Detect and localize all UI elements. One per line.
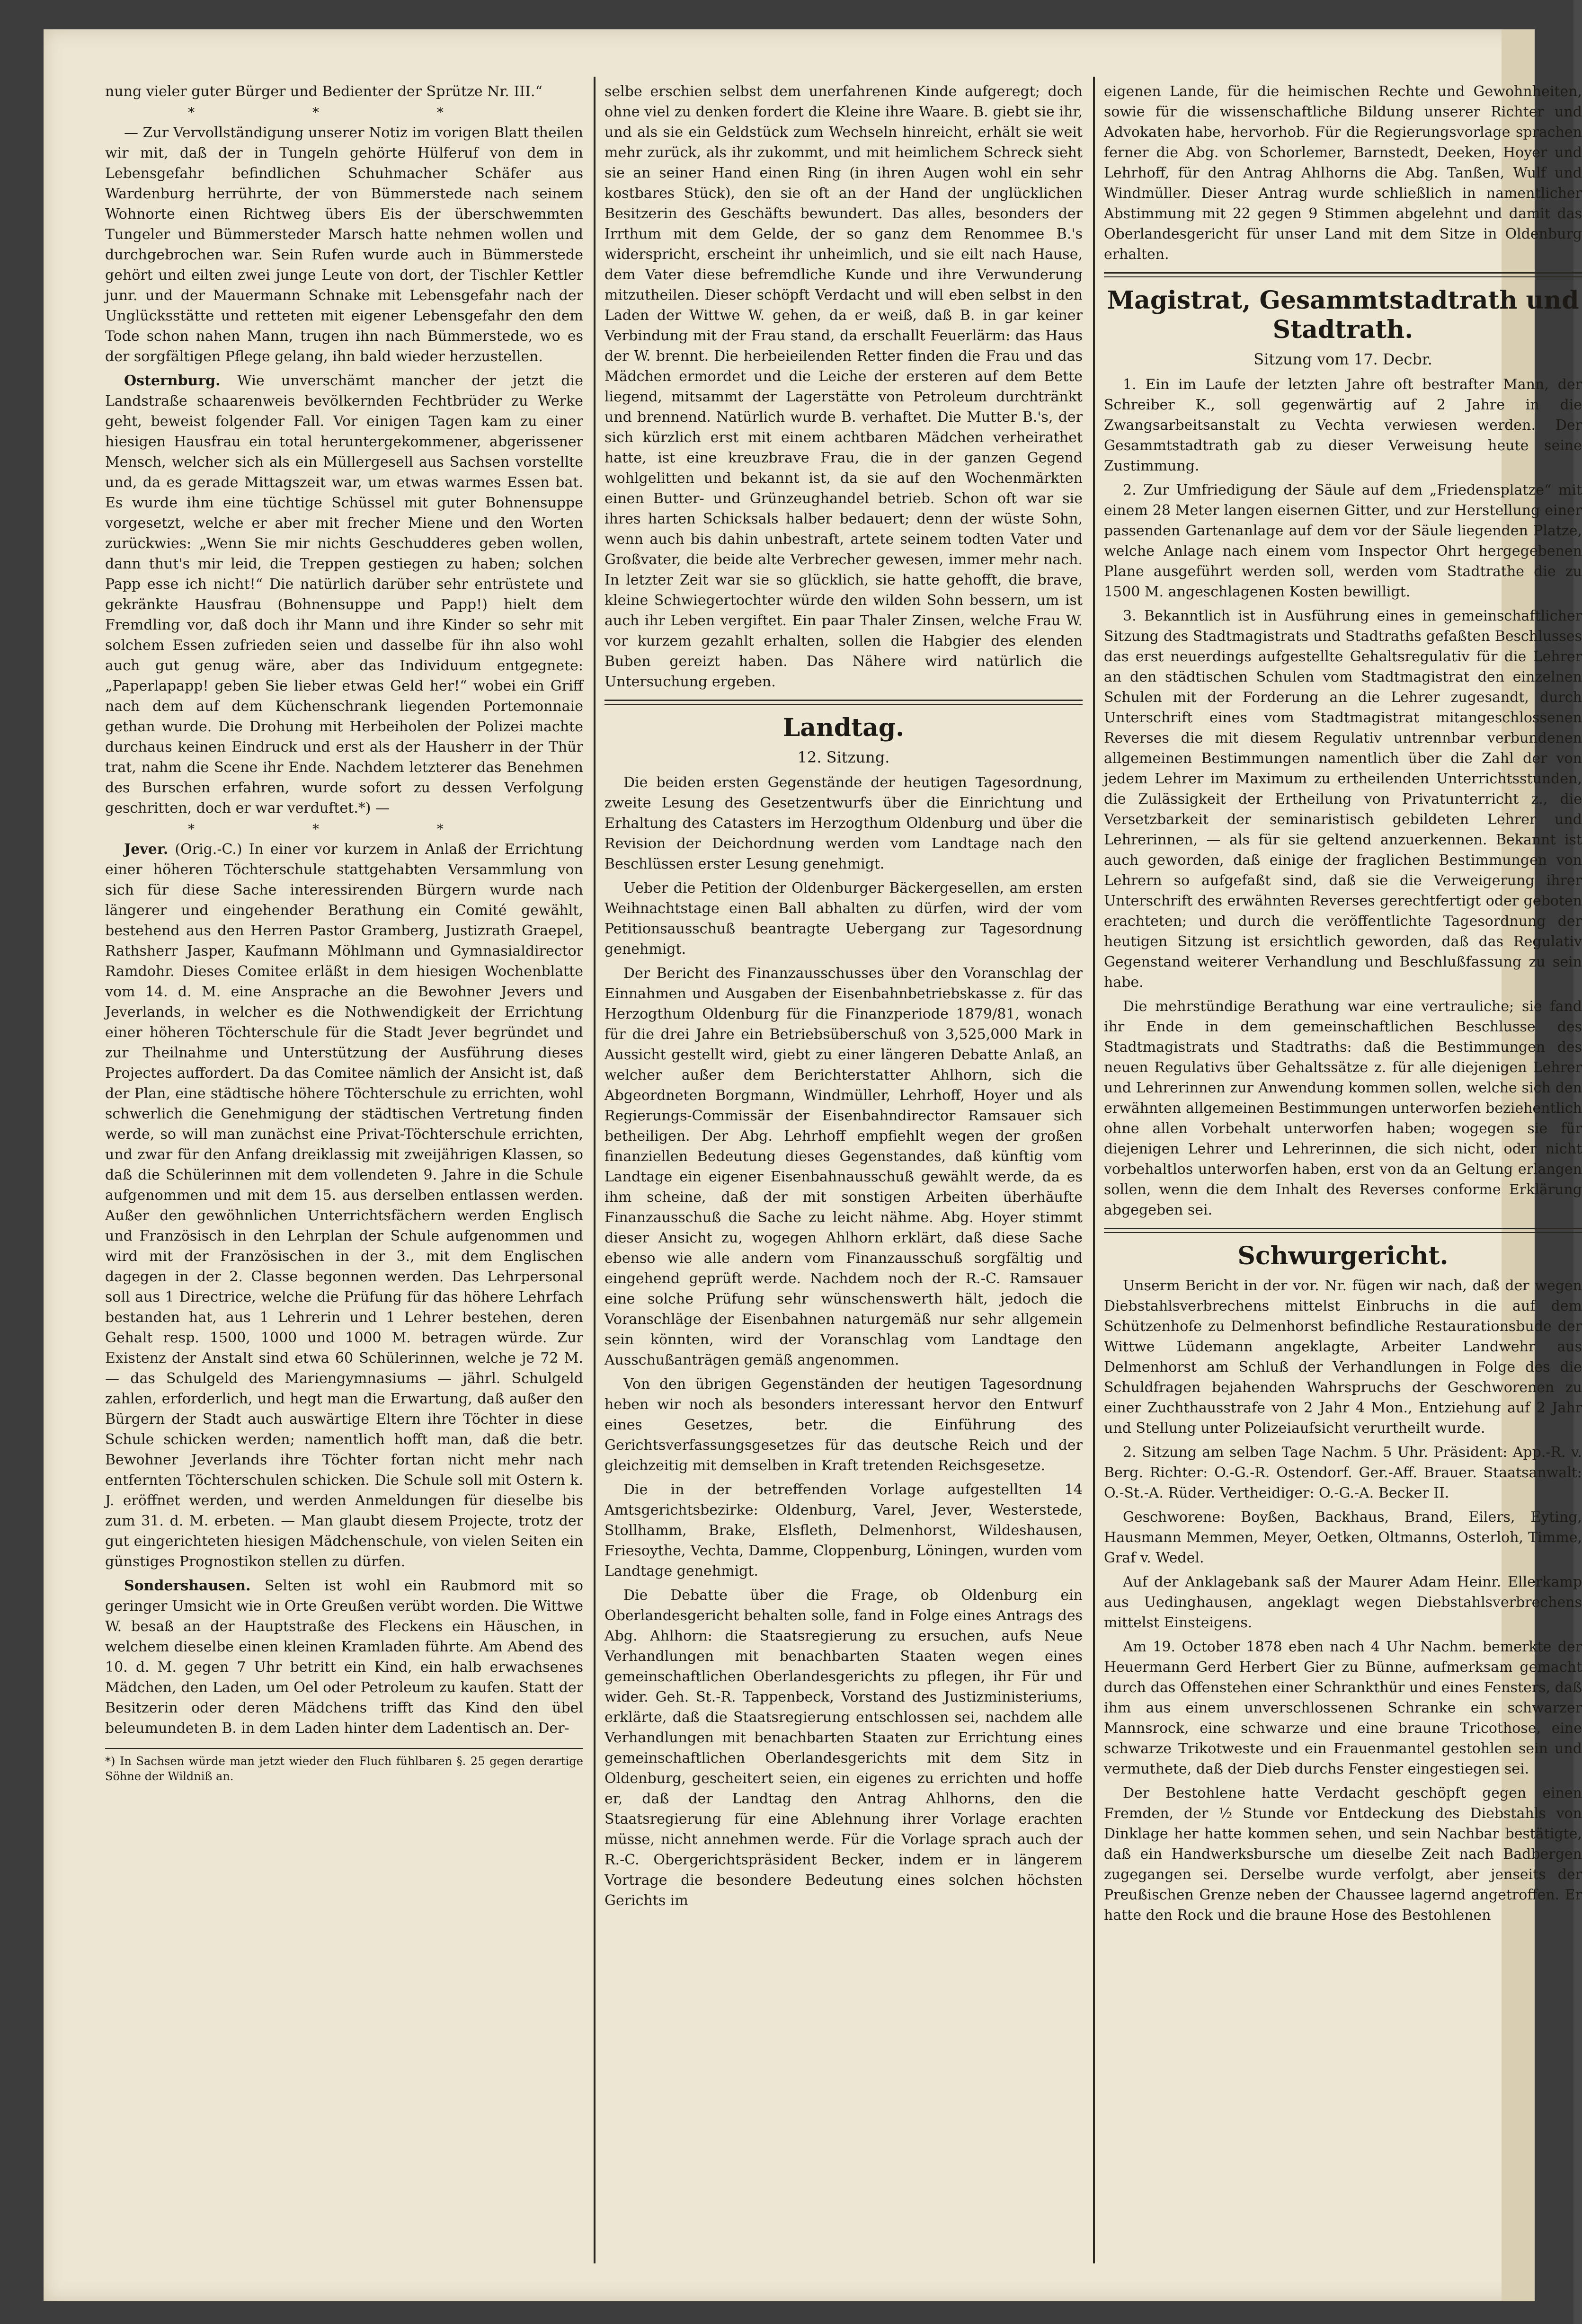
section-rule <box>604 700 1083 705</box>
article-text: nung vieler guter Bürger und Bedienter der Sprütze Nr. III.“ <box>105 83 542 100</box>
newspaper-page <box>44 29 1582 2301</box>
article-text: (Orig.-C.) In einer vor kurzem in Anlaß der Errichtung einer höheren Töchterschule stattgehabten Versammlung von sich für diese Sache interessirenden Bürgern wurde nach längerer und eingehender Berathung ein Comité gewählt, bestehend aus den Herren Pastor Gramberg, Justizrath Graepel, Rathsherr Jasper, Kaufmann Möhlmann und Gymnasialdirector Ramdohr. Dieses Comitee erläßt in dem hiesigen Wochenblatte vom 14. d. M. eine Ansprache an die Bewohner Jevers und Jeverlands, in welcher es die Nothwendigkeit der Errichtung einer höheren Töchterschule für die Stadt Jever begründet und zur Theilnahme und Unterstützung der Ausführung dieses Projectes auffordert. Da das Comitee nämlich der Ansicht ist, daß der Plan, eine städtische höhere Töchterschule zu errichten, wohl schwerlich die Genehmigung der städtischen Vertretung finden werde, so will man zunächst eine Privat-Töchterschule errichten, und zwar für den Anfang dreiklassig mit zweijährigen Klassen, so daß die Schülerinnen mit dem vollendeten 9. Jahre in die Schule aufgenommen und mit dem 15. aus derselben entlassen werden. Außer den gewöhnlichen Unterrichtsfächern werden Englisch und Französisch in den Lehrplan der Schule aufgenommen und wird mit der Französischen in der 3., mit dem Englischen dagegen in der 2. Classe begonnen werden. Das Lehrpersonal soll aus 1 Directrice, welche die Prüfung für das höhere Lehrfach bestanden hat, aus 1 Lehrerin und 1 Lehrer bestehen, deren Gehalt resp. 1500, 1000 und 1000 M. betragen würde. Zur Existenz der Anstalt sind etwa 60 Schülerinnen, welche je 72 M. — das Schulgeld des Mariengymnasiums — jährl. Schulgeld zahlen, erforderlich, und hegt man die Erwartung, daß außer den Bürgern der Stadt auch auswärtige Eltern ihre Töchter in diese Schule schicken werden; namentlich hofft man, daß die betr. Bewohner Jeverlands ihre Töchter fortan nicht mehr nach entfernten Töchterschulen schicken. Die Schule soll mit Ostern k. J. eröffnet werden, und werden Anmeldungen für dieselbe bis zum 31. d. M. erbeten. — Man glaubt diesem Projecte, trotz der gut eingerichteten hiesigen Mädchenschule, von vielen Seiten ein günstiges Prognostikon stellen zu dürfen. <box>105 841 583 1570</box>
section-subheading: 12. Sitzung. <box>797 748 890 766</box>
article-text: eigenen Lande, für die heimischen Rechte und Gewohnheiten, sowie für die wissenschaftliche Bildung unserer Richter und Advokaten habe, hervorhob. Für die Regierungsvorlage sprachen ferner die Abg. von Schorlemer, Barnstedt, Deeken, Hoyer und Lehrhoff, für den Antrag Ahlhorns die Abg. Tanßen, Wulf und Windmüller. Dieser Antrag wurde schließlich in namentlicher Abstimmung mit 22 gegen 9 Stimmen abgelehnt und damit das Oberlandesgericht für unser Land mit dem Sitze in Oldenburg erhalten. <box>1104 83 1582 263</box>
section-heading-magistrat: Magistrat, Gesammtstadtrath und Stadtrath. <box>1107 286 1579 344</box>
section-heading-schwurgericht: Schwurgericht. <box>1237 1242 1449 1270</box>
article-text: 2. Sitzung am selben Tage Nachm. 5 Uhr. Präsident: App.-R. v. Berg. Richter: O.-G.-R. Ostendorf. Ger.-Aff. Brauer. Staatsanwalt: O.-St.-A. Rüder. Vertheidiger: O.-G.-A. Becker II. <box>1104 1444 1582 1501</box>
article-text: Der Bericht des Finanzausschusses über den Voranschlag der Einnahmen und Ausgaben der Eisenbahnbetriebskasse z. für das Herzogthum Oldenburg für die Finanzperiode 1879/81, wonach für die drei Jahre ein Betriebsüberschuß von 3,525,000 Mark in Aussicht gestellt wird, giebt zu einer längeren Debatte Anlaß, an welcher außer dem Berichterstatter Ahlhorn, sich die Abgeordneten Borgmann, Windmüller, Lehrhoff, Hoyer und als Regierungs-Commissär der Eisenbahndirector Ramsauer sich betheiligen. Der Abg. Lehrhoff empfiehlt wegen der großen finanziellen Bedeutung dieses Gegenstandes, daß künftig vom Landtage ein eigener Eisenbahnausschuß gewählt werde, da es ihm scheine, daß der mit sonstigen Arbeiten überhäufte Finanzausschuß die Sache zu leicht nähme. Abg. Hoyer stimmt dieser Ansicht zu, wogegen Ahlhorn erklärt, daß diese Sache ebenso wie alle andern vom Finanzausschuß sorgfältig und eingehend geprüft werde. Nachdem noch der R.-C. Ramsauer eine solche Prüfung sehr wünschenswerth hält, jedoch die Voranschläge der Eisenbahnen naturgemäß nur sehr allgemein sein könnten, wird der Voranschlag vom Landtage den Ausschußanträgen gemäß angenommen. <box>604 965 1083 1368</box>
section-separator: * * * <box>188 821 500 837</box>
article-text: Die mehrstündige Berathung war eine vertrauliche; sie fand ihr Ende in dem gemeinschaftlichen Beschlusse des Stadtmagistrats und Stadtraths: daß die Bestimmungen des neuen Regulativs über Gehaltssätze z. für alle diejenigen Lehrer und Lehrerinnen zur Anwendung kommen sollen, welche sich den erwähnten allgemeinen Bestimmungen unterworfen beziehentlich ohne allen Vorbehalt unterworfen haben; wogegen sie für diejenigen Lehrer und Lehrerinnen, die sich nicht, oder nicht vorbehaltlos unterworfen haben, erst von da an Geltung erlangen sollen, wenn die dem Inhalt des Reverses conforme Erklärung abgegeben sei. <box>1104 998 1582 1218</box>
article-text: 1. Ein im Laufe der letzten Jahre oft bestrafter Mann, der Schreiber K., soll gegenwärtig auf 2 Jahre in die Zwangsarbeitsanstalt zu Vechta verwiesen werden. Der Gesammtstadtrath gab zu dieser Verweisung heute seine Zustimmung. <box>1104 376 1582 474</box>
article-text: Die in der betreffenden Vorlage aufgestellten 14 Amtsgerichtsbezirke: Oldenburg, Varel, Jever, Westerstede, Stollhamm, Brake, Elsfleth, Delmenhorst, Wildeshausen, Friesoythe, Vechta, Damme, Cloppenburg, Löningen, wurden vom Landtage genehmigt. <box>604 1481 1083 1579</box>
column-right <box>1104 81 1582 2273</box>
article-text: Die beiden ersten Gegenstände der heutigen Tagesordnung, zweite Lesung des Gesetzentwurfs über die Einrichtung und Erhaltung des Catasters im Herzogthum Oldenburg und über die Revision der Deichordnung werden vom Landtage nach den Beschlüssen erster Lesung genehmigt. <box>604 774 1083 872</box>
column-divider <box>1093 77 1095 2263</box>
article-text: 3. Bekanntlich ist in Ausführung eines in gemeinschaftlicher Sitzung des Stadtmagistrats und Stadtraths gefaßten Beschlusses das erst neuerdings aufgestellte Gehaltsregulativ für die Lehrer an den städtischen Schulen vom Stadtmagistrat den einzelnen Schulen mit der Forderung an die Lehrer zugesandt, durch Unterschrift eines vom Stadtmagistrat mitangeschlossenen Reverses die mit diesem Regulativ untrennbar verbundenen allgemeinen Bestimmungen namentlich über die Zahl der von jedem Lehrer im Maximum zu ertheilenden Unterrichtsstunden, die Zulässigkeit der Ertheilung von Privatunterricht z., die Versetzbarkeit der seminaristisch gebildeten Lehrer und Lehrerinnen, — als für sie geltend anzuerkennen. Bekannt ist auch geworden, daß einige der fraglichen Bestimmungen von Lehrern so aufgefaßt sind, daß sie die Verweigerung ihrer Unterschrift des erwähnten Reverses gerechtfertigt oder geboten erachteten; und durch die veröffentlichte Tagesordnung der heutigen Sitzung ist ersichtlich geworden, daß das Regulativ Gegenstand weiterer Verhandlung und Beschlußfassung zu sein habe. <box>1104 608 1582 991</box>
article-text: Geschworene: Boyßen, Backhaus, Brand, Eilers, Eyting, Hausmann Memmen, Meyer, Oetken, Oltmanns, Osterloh, Timme, Graf v. Wedel. <box>1104 1509 1582 1566</box>
column-divider <box>594 77 595 2263</box>
dateline-jever: Jever. <box>124 841 169 858</box>
dateline-osternburg: Osternburg. <box>124 373 221 389</box>
column-left <box>105 81 583 2273</box>
article-text: 2. Zur Umfriedigung der Säule auf dem „Friedensplatze“ mit einem 28 Meter langen eisernen Gitter, und zur Herstellung einer passenden Gartenanlage auf dem vor der Säule liegenden Platze, welche Anlage nach einem vom Inspector Ohrt hergegebenen Plane ausgeführt werden soll, werden vom Stadtrathe die zu 1500 M. angeschlagenen Kosten bewilligt. <box>1104 482 1582 600</box>
section-rule <box>1104 1228 1582 1233</box>
article-text: Von den übrigen Gegenständen der heutigen Tagesordnung heben wir noch als besonders interessant hervor den Entwurf eines Gesetzes, betr. die Einführung des Gerichtsverfassungsgesetzes für das deutsche Reich und der gleichzeitig mit demselben in Kraft tretenden Reichsgesetze. <box>604 1376 1083 1474</box>
article-text: selbe erschien selbst dem unerfahrenen Kinde aufgeregt; doch ohne viel zu denken fordert die Kleine ihre Waare. B. giebt sie ihr, und als sie ein Geldstück zum Wechseln hinreicht, erhält sie weit mehr zurück, als ihr zukommt, und mit heimlichem Schreck sieht sie an seiner Hand einen Ring (in ihren Augen wohl ein sehr kostbares Stück), den sie oft an der Hand der unglücklichen Besitzerin des Geschäfts bewundert. Das alles, besonders der Irrthum mit dem Gelde, der so ganz dem Renommee B.'s widerspricht, erscheint ihr unheimlich, und sie eilt nach Hause, dem Vater diese befremdliche Kunde und ihre Verwunderung mitzutheilen. Dieser schöpft Verdacht und will eben selbst in den Laden der Wittwe W. gehen, da er weiß, daß B. in gar keiner Verbindung mit der Frau stand, da erschallt Feuerlärm: das Haus der W. brennt. Die herbeieilenden Retter finden die Frau und das Mädchen ermordet und die Leiche der ersteren auf dem Bette liegend, mitsammt der Lagerstätte von Petroleum durchtränkt und brennend. Natürlich wurde B. verhaftet. Die Mutter B.'s, der sich kürzlich erst mit einem achtbaren Mädchen verheirathet hatte, ist eine kreuzbrave Frau, die in der ganzen Gegend wohlgelitten und bekannt ist, da sie auf den Wochenmärkten einen Butter- und Grünzeughandel betrieb. Schon oft war sie ihres harten Schicksals halber bedauert; denn der wüste Sohn, wenn auch bis dahin unbestraft, artete seinem todten Vater und Großvater, die beide alte Verbrecher gewesen, immer mehr nach. In letzter Zeit war sie so glücklich, sie hatte gehofft, die brave, kleine Schwiegertochter würde den wilden Sohn bessern, um ist auch ihr Leben vergiftet. Ein paar Thaler Zinsen, welche Frau W. vor kurzem gezahlt erhalten, sollen die Habgier des elenden Buben gereizt haben. Das Nähere wird natürlich die Untersuchung ergeben. <box>604 83 1083 690</box>
column-middle <box>604 81 1083 2273</box>
section-separator: * * * <box>188 105 500 120</box>
article-text: Der Bestohlene hatte Verdacht geschöpft gegen einen Fremden, der ½ Stunde vor Entdeckung des Diebstahls von Dinklage her hatte kommen sehen, und sein Nachbar bestätigte, daß ein Handwerksbursche um dieselbe Zeit nach Badbergen zugegangen sei. Derselbe wurde verfolgt, aber jenseits der Preußischen Grenze neben der Chaussee lagernd angetroffen. Er hatte den Rock und die braune Hose des Bestohlenen <box>1104 1785 1582 1924</box>
article-text: Die Debatte über die Frage, ob Oldenburg ein Oberlandesgericht behalten solle, fand in Folge eines Antrags des Abg. Ahlhorn: die Staatsregierung zu ersuchen, aufs Neue Verhandlungen mit benachbarten Staaten wegen eines gemeinschaftlichen Oberlandesgerichts zu pflegen, ihr Für und wider. Geh. St.-R. Tappenbeck, Vorstand des Justizministeriums, erklärte, daß die Staatsregierung entschlossen sei, nachdem alle Verhandlungen mit benachbarten Staaten zur Errichtung eines gemeinschaftlichen Oberlandesgerichts mit dem Sitz in Oldenburg, gescheitert seien, ein eigenes zu errichten und hoffe er, daß der Landtag den Antrag Ahlhorns, den die Staatsregierung für eine Ablehnung ihrer Vorlage erachten müsse, nicht annehmen werde. Für die Vorlage sprach auch der R.-C. Obergerichtspräsident Becker, indem er in längerem Vortrage die besondere Bedeutung eines solchen höchsten Gerichts im <box>604 1587 1083 1909</box>
article-text: Am 19. October 1878 eben nach 4 Uhr Nachm. bemerkte der Heuermann Gerd Herbert Gier zu Bünne, aufmerksam gemacht durch das Offenstehen einer Schrankthür und eines Fensters, daß ihm aus einem unverschlossenen Schranke ein schwarzer Mannsrock, eine schwarze und eine braune Tricothose, eine schwarze Trikotweste und ein Frauenmantel gestohlen sein und vermuthete, daß der Dieb durchs Fenster eingestiegen sei. <box>1104 1639 1582 1777</box>
article-text: Selten ist wohl ein Raubmord mit so geringer Umsicht wie in Orte Greußen verübt worden. Die Wittwe W. besaß an der Hauptstraße des Fleckens ein Häuschen, in welchem dieselbe einen kleinen Kramladen führte. Am Abend des 10. d. M. gegen 7 Uhr betritt ein Kind, ein halb erwachsenes Mädchen, den Laden, um Oel oder Petroleum zu kaufen. Statt der Besitzerin oder deren Mädchens trifft das Kind den übel beleumundeten B. in dem Laden hinter dem Ladentisch an. Der- <box>105 1578 583 1737</box>
footnote: *) In Sachsen würde man jetzt wieder den Fluch fühlbaren §. 25 gegen derartige Söhne der Wildniß an. <box>105 1748 583 1784</box>
article-text: Unserm Bericht in der vor. Nr. fügen wir nach, daß der wegen Diebstahlsverbrechens mittelst Einbruchs in die auf dem Schützenhofe zu Delmenhorst befindliche Restaurationsbude der Wittwe Lüdemann angeklagte, Arbeiter Landwehr aus Delmenhorst am Schluß der Verhandlungen in Folge des die Schuldfragen bejahenden Wahrspruchs der Geschworenen zu einer Zuchthausstrafe von 2 Jahr 4 Mon., Entziehung auf 2 Jahr und Stellung unter Polizeiaufsicht verurtheilt wurde. <box>1104 1277 1582 1437</box>
section-heading-landtag: Landtag. <box>782 713 905 742</box>
article-text: Ueber die Petition der Oldenburger Bäckergesellen, am ersten Weihnachtstage einen Ball abhalten zu dürfen, wird der vom Petitionsausschuß beantragte Uebergang zur Tagesordnung genehmigt. <box>604 880 1083 958</box>
section-subheading: Sitzung vom 17. Decbr. <box>1253 350 1432 368</box>
article-text: — Zur Vervollständigung unserer Notiz im vorigen Blatt theilen wir mit, daß der in Tungeln gehörte Hülferuf von dem in Lebensgefahr befindlichen Schuhmacher Schäfer aus Wardenburg herrührte, der von Bümmerstede nach seinem Wohnorte einen Richtweg übers Eis der überschwemmten Tungeler und Bümmersteder Marsch hatte nehmen wollen und durchgebrochen war. Sein Rufen wurde auch in Bümmerstede gehört und eilten zwei junge Leute von dort, der Tischler Kettler junr. und der Mauermann Schnake mit Lebensgefahr nach der Unglücksstätte und retteten mit eigener Lebensgefahr den dem Tode schon nahen Mann, trugen ihn nach Bümmerstede, wo es der sorgfältigen Pflege gelang, ihn bald wieder herzustellen. <box>105 124 583 365</box>
article-text: Wie unverschämt mancher der jetzt die Landstraße schaarenweis bevölkernden Fechtbrüder zu Werke geht, beweist folgender Fall. Vor einigen Tagen kam zu einer hiesigen Hausfrau ein total heruntergekommener, abgerissener Mensch, welcher sich als ein Müllergesell aus Sachsen vorstellte und, da es gerade Mittagszeit war, um etwas warmes Essen bat. Es wurde ihm eine tüchtige Schüssel mit guter Bohnensuppe vorgesetzt, welche er aber mit frecher Miene und den Worten zurückwies: „Wenn Sie mir nichts Geschudderes geben wollen, dann thut's mir leid, die Treppen gestiegen zu haben; solchen Papp esse ich nicht!“ Die natürlich darüber sehr entrüstete und gekränkte Hausfrau (Bohnensuppe und Papp!) hielt dem Fremdling vor, daß doch ihr Mann und ihre Kinder so sehr mit solchem Essen zufrieden seien und dasselbe für ihn also wohl auch gut genug wäre, aber das Individuum entgegnete: „Paperlapapp! geben Sie lieber etwas Geld her!“ wobei ein Griff nach dem auf dem Küchenschrank liegenden Portemonnaie gethan wurde. Die Drohung mit Herbeiholen der Polizei machte durchaus keinen Eindruck und erst als der Hausherr in der Thür trat, nahm die Scene ihr Ende. Nachdem letzterer das Benehmen des Burschen erfahren, wurde sofort zu dessen Verfolgung geschritten, doch er war verduftet.*) — <box>105 373 583 816</box>
section-rule <box>1104 272 1582 277</box>
article-text: Auf der Anklagebank saß der Maurer Adam Heinr. Ellerkamp aus Uedinghausen, angeklagt wegen Diebstahlsverbrechens mittelst Einsteigens. <box>1104 1574 1582 1631</box>
dateline-sondershausen: Sondershausen. <box>124 1578 251 1594</box>
